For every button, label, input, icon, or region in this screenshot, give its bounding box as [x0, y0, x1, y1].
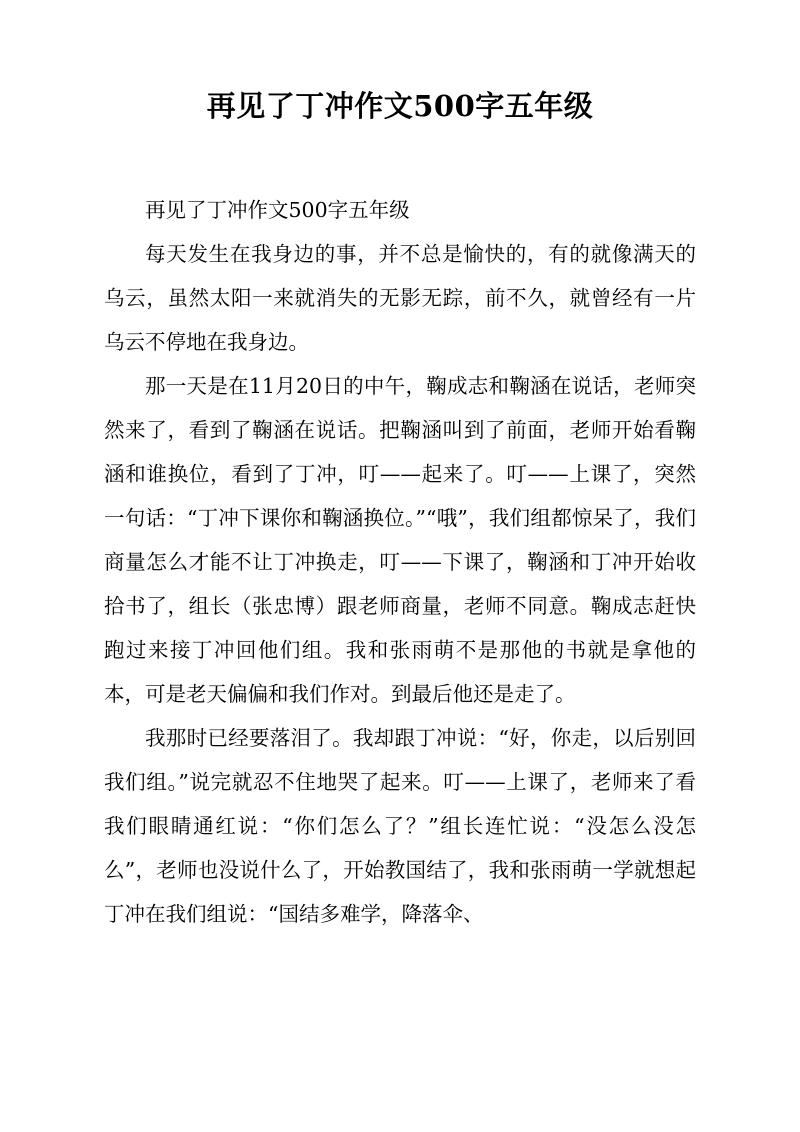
page-title: 再见了丁冲作文500字五年级 [206, 89, 594, 123]
paragraph-4: 我那时已经要落泪了。我却跟丁冲说：“好，你走，以后别回我们组。”说完就忍不住地哭了起来。叮——上课了，老师来了看我们眼睛通红说：“你们怎么了？”组长连忙说：“没怎么没怎么”，老师也没说什么了，开始教国结了，我和张雨萌一学就想起丁冲在我们组说：“国结多难学，降落伞、 [104, 726, 696, 926]
document-body [104, 188, 696, 936]
paragraph-3: 那一天是在11月20日的中午，鞠成志和鞠涵在说话，老师突然来了，看到了鞠涵在说话。把鞠涵叫到了前面，老师开始看鞠涵和谁换位，看到了丁冲，叮——起来了。叮——上课了，突然一句话：“丁冲下课你和鞠涵换位。”“哦”，我们组都惊呆了，我们商量怎么才能不让丁冲换走，叮——下课了，鞠涵和丁冲开始收拾书了，组长（张忠博）跟老师商量，老师不同意。鞠成志赶快跑过来接丁冲回他们组。我和张雨萌不是那他的书就是拿他的本，可是老天偏偏和我们作对。到最后他还是走了。 [104, 374, 696, 706]
paragraph-2: 每天发生在我身边的事，并不总是愉快的，有的就像满天的乌云，虽然太阳一来就消失的无影无踪，前不久，就曾经有一片乌云不停地在我身边。 [104, 242, 696, 354]
paragraph-1: 再见了丁冲作文500字五年级 [145, 198, 410, 222]
